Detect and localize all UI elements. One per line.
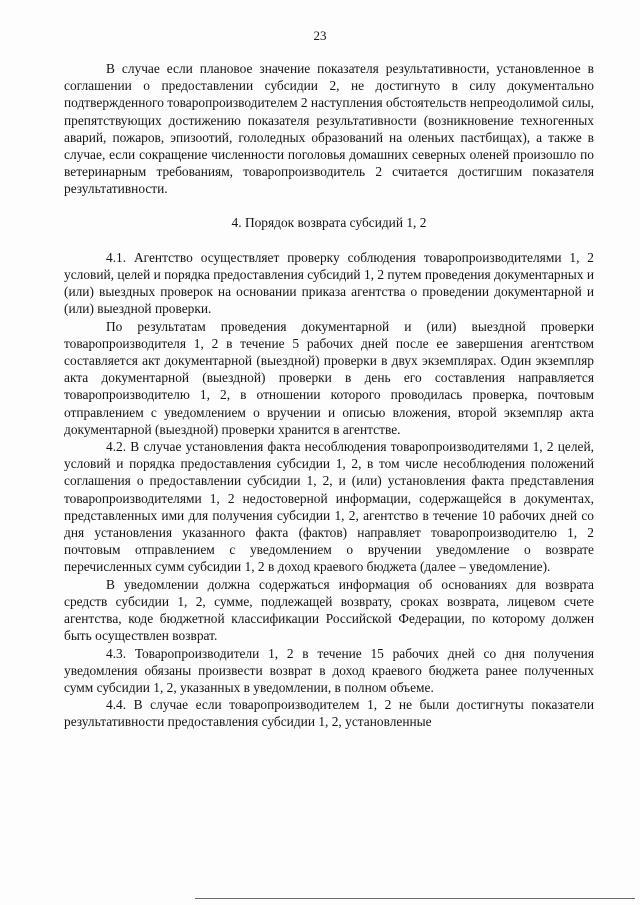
document-body (64, 60, 594, 731)
paragraph-4-1: 4.1. Агентство осуществляет проверку соблюдения товаропроизводителями 1, 2 условий, целей и порядка предоставления субсидий 1, 2 путем проведения документарных и (или) выездных проверок на основании приказа агентства о проведении документарной и (или) выездной проверки. (64, 249, 594, 317)
section-heading: 4. Порядок возврата субсидий 1, 2 (231, 214, 427, 230)
paragraph-4-3: 4.3. Товаропроизводители 1, 2 в течение 15 рабочих дней со дня получения уведомления обязаны произвести возврат в доход краевого бюджета ранее полученных сумм субсидии 1, 2, указанных в уведомлении, в полном объеме. (64, 645, 594, 695)
paragraph-notice-contents: В уведомлении должна содержаться информация об основаниях для возврата средств субсидии 1, 2, сумме, подлежащей возврату, сроках возврата, лицевом счете агентства, коде бюджетной классификации Российской Федерации, по которому должен быть осуществлен возврат. (64, 576, 594, 644)
paragraph-inspection-results: По результатам проведения документарной и (или) выездной проверки товаропроизводителя 1, 2 в течение 5 рабочих дней после ее завершения агентством составляется акт документарной (выездной) проверки в двух экземплярах. Один экземпляр акта документарной (выездной) проверки в день его составления направляется товаропроизводителю 1, 2, в отношении которого проводилась проверка, почтовым отправлением с уведомлением о вручении и описью вложения, второй экземпляр акта документарной (выездной) проверки хранится в агентстве. (64, 318, 594, 437)
paragraph-4-2: 4.2. В случае установления факта несоблюдения товаропроизводителями 1, 2 целей, условий и порядка предоставления субсидии 1, 2, в том числе несоблюдения положений соглашения о предоставлении субсидии 1, 2, и (или) установления факта представления товаропроизводителями 1, 2 недостоверной информации, содержащейся в документах, представленных ими для получения субсидии 1, 2, агентство в течение 10 рабочих дней со дня установления указанного факта (фактов) направляет товаропроизводителю 1, 2 почтовым отправлением с уведомлением о вручении уведомление о возврате перечисленных сумм субсидии 1, 2 в доход краевого бюджета (далее – уведомление). (64, 439, 594, 575)
paragraph-result-indicator: В случае если плановое значение показателя результативности, установленное в соглашении о предоставлении субсидии 2, не достигнуто в силу документально подтвержденного товаропроизводителем 2 наступления обстоятельств непреодолимой силы, препятствующих достижению показателя результативности (возникновение техногенных аварий, пожаров, эпизоотий, гололедных образований на оленьих пастбищах), а также в случае, если сокращение численности поголовья домашних северных оленей произошло по ветеринарным требованиям, товаропроизводитель 2 считается достигшим показателя результативности. (64, 61, 594, 197)
page-bottom-rule (195, 898, 635, 899)
paragraph-4-4: 4.4. В случае если товаропроизводителем 1, 2 не были достигнуты показатели результативности предоставления субсидии 1, 2, установленные (64, 697, 594, 730)
page-number: 23 (313, 28, 327, 43)
